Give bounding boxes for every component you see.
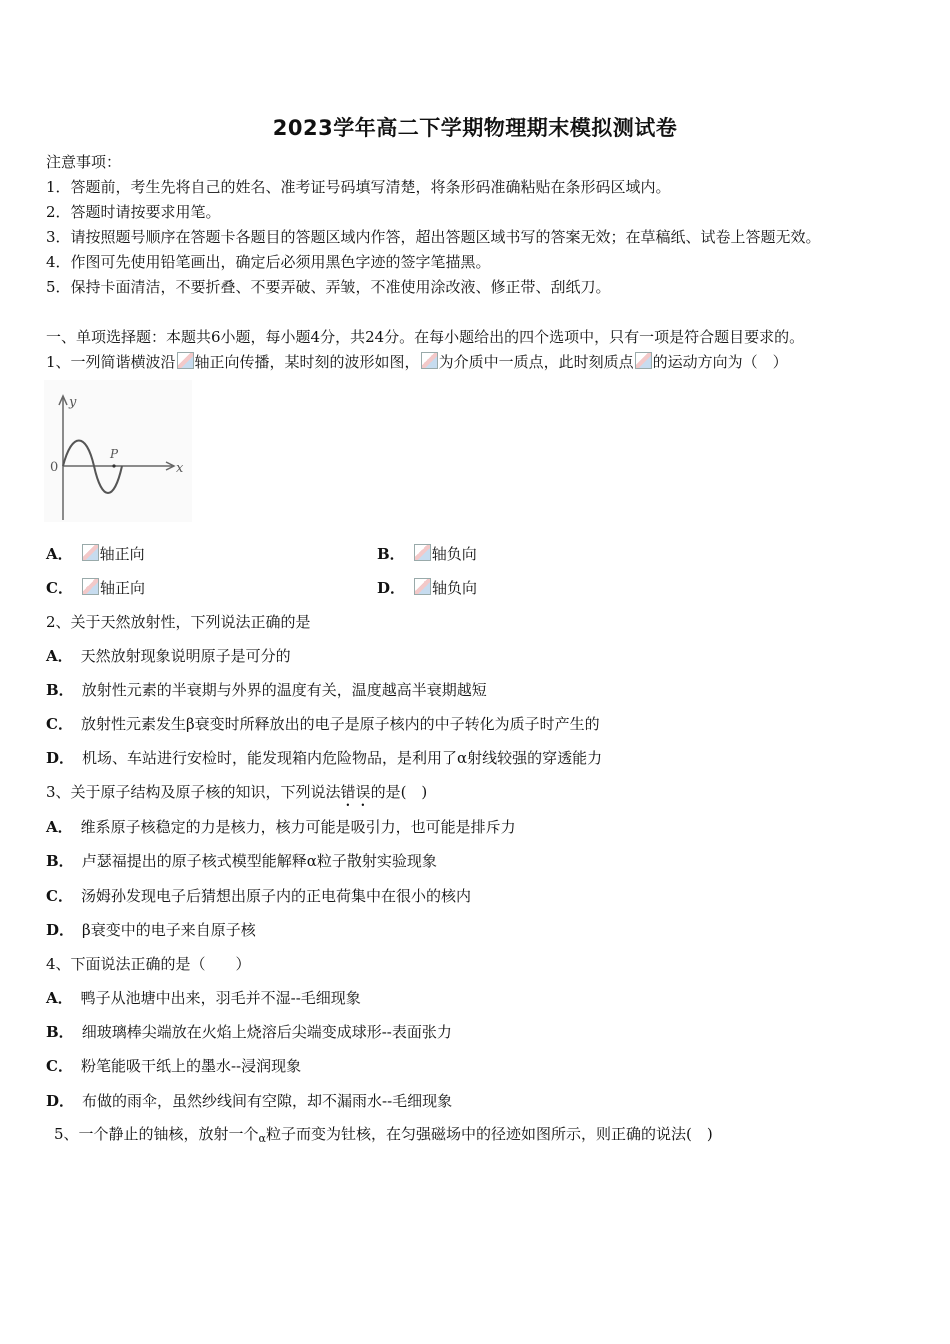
option-text: 轴正向 bbox=[99, 545, 145, 563]
question-4-stem: 4、下面说法正确的是（ ） bbox=[46, 955, 251, 973]
option-text: 放射性元素的半衰期与外界的温度有关，温度越高半衰期越短 bbox=[81, 681, 487, 699]
option-c[interactable] bbox=[46, 714, 600, 734]
point-label: P bbox=[110, 447, 119, 461]
option-text: 天然放射现象说明原子是可分的 bbox=[80, 647, 291, 665]
option-a[interactable] bbox=[46, 544, 145, 564]
notice-item: 4．作图可先使用铅笔画出，确定后必须用黑色字迹的签字笔描黑。 bbox=[46, 253, 491, 271]
q3-text: 的是( ) bbox=[370, 783, 428, 801]
notice-heading: 注意事项： bbox=[46, 153, 122, 171]
option-b[interactable] bbox=[46, 680, 487, 700]
q1-text: 为介质中一质点，此时刻质点 bbox=[438, 353, 634, 371]
option-text: 轴负向 bbox=[431, 545, 477, 563]
option-text: 布做的雨伞，虽然纱线间有空隙，却不漏雨水--毛细现象 bbox=[82, 1092, 453, 1110]
option-a[interactable] bbox=[46, 988, 361, 1008]
option-text: 放射性元素发生β衰变时所释放出的电子是原子核内的中子转化为质子时产生的 bbox=[80, 715, 600, 733]
option-letter: B． bbox=[46, 1023, 74, 1041]
option-c[interactable] bbox=[46, 578, 145, 598]
question-5-stem bbox=[54, 1124, 713, 1149]
option-text: 汤姆孙发现电子后猜想出原子内的正电荷集中在很小的核内 bbox=[80, 887, 471, 905]
y-label: y bbox=[69, 395, 77, 410]
q5-text: 5、一个静止的铀核，放射一个 bbox=[54, 1125, 259, 1143]
point-p bbox=[112, 464, 115, 467]
option-letter: C． bbox=[46, 579, 73, 597]
option-letter: D． bbox=[46, 749, 75, 767]
notice-item: 2．答题时请按要求用笔。 bbox=[46, 203, 221, 221]
formula-placeholder-icon bbox=[82, 578, 99, 595]
notice-item: 5．保持卡面清洁，不要折叠、不要弄破、弄皱，不准使用涂改液、修正带、刮纸刀。 bbox=[46, 278, 611, 296]
option-letter: D． bbox=[377, 579, 406, 597]
option-text: β衰变中的电子来自原子核 bbox=[82, 921, 256, 939]
option-b[interactable] bbox=[46, 851, 437, 871]
option-letter: D． bbox=[46, 1092, 75, 1110]
q3-emphasis: 错误 bbox=[340, 783, 371, 801]
option-b[interactable] bbox=[46, 1022, 452, 1042]
notice-item: 1．答题前，考生先将自己的姓名、准考证号码填写清楚，将条形码准确粘贴在条形码区域内。 bbox=[46, 178, 671, 196]
option-text: 卢瑟福提出的原子核式模型能解释α粒子散射实验现象 bbox=[81, 852, 437, 870]
alpha-symbol: α bbox=[258, 1132, 266, 1145]
formula-placeholder-icon bbox=[421, 352, 438, 369]
page-title: 2023学年高二下学期物理期末模拟测试卷 bbox=[272, 116, 678, 140]
q3-text: 3、关于原子结构及原子核的知识，下列说法 bbox=[46, 783, 341, 801]
option-text: 鸭子从池塘中出来，羽毛并不湿--毛细现象 bbox=[80, 989, 361, 1007]
option-text: 维系原子核稳定的力是核力，核力可能是吸引力，也可能是排斥力 bbox=[80, 818, 516, 836]
question-1-stem bbox=[46, 352, 788, 372]
origin-label: 0 bbox=[50, 460, 59, 475]
question-2-stem: 2、关于天然放射性，下列说法正确的是 bbox=[46, 613, 311, 631]
formula-placeholder-icon bbox=[414, 578, 431, 595]
option-text: 轴负向 bbox=[432, 579, 478, 597]
option-letter: C． bbox=[46, 715, 73, 733]
option-c[interactable] bbox=[46, 886, 471, 906]
option-d[interactable] bbox=[377, 578, 477, 598]
option-text: 粉笔能吸干纸上的墨水--浸润现象 bbox=[80, 1057, 302, 1075]
option-d[interactable] bbox=[46, 1091, 452, 1111]
q1-text: 的运动方向为（ ） bbox=[652, 353, 788, 371]
option-letter: A． bbox=[46, 989, 73, 1007]
option-text: 轴正向 bbox=[99, 579, 145, 597]
q5-text: 粒子而变为钍核，在匀强磁场中的径迹如图所示，则正确的说法( ) bbox=[265, 1125, 713, 1143]
option-d[interactable] bbox=[46, 748, 602, 768]
option-letter: A． bbox=[46, 545, 73, 563]
option-d[interactable] bbox=[46, 920, 256, 940]
formula-placeholder-icon bbox=[635, 352, 652, 369]
option-a[interactable] bbox=[46, 646, 291, 666]
formula-placeholder-icon bbox=[177, 352, 194, 369]
option-text: 细玻璃棒尖端放在火焰上烧溶后尖端变成球形--表面张力 bbox=[81, 1023, 452, 1041]
option-letter: C． bbox=[46, 1057, 73, 1075]
option-letter: A． bbox=[46, 647, 73, 665]
formula-placeholder-icon bbox=[82, 544, 99, 561]
option-a[interactable] bbox=[46, 817, 516, 837]
option-b[interactable] bbox=[377, 544, 477, 564]
option-letter: B． bbox=[377, 545, 405, 563]
x-label: x bbox=[176, 461, 184, 476]
section-heading: 一、单项选择题：本题共6小题，每小题4分，共24分。在每小题给出的四个选项中，只有一项是符合题目要求的。 bbox=[46, 328, 805, 346]
question-3-stem bbox=[46, 782, 427, 810]
option-letter: C． bbox=[46, 887, 73, 905]
q1-text: 1、一列简谐横波沿 bbox=[46, 353, 176, 371]
option-letter: D． bbox=[46, 921, 75, 939]
option-letter: A． bbox=[46, 818, 73, 836]
notice-item: 3．请按照题号顺序在答题卡各题目的答题区域内作答，超出答题区域书写的答案无效；在草稿纸、试卷上答题无效。 bbox=[46, 228, 821, 246]
option-c[interactable] bbox=[46, 1056, 301, 1076]
option-text: 机场、车站进行安检时，能发现箱内危险物品，是利用了α射线较强的穿透能力 bbox=[82, 749, 603, 767]
option-letter: B． bbox=[46, 852, 74, 870]
wave-graph bbox=[44, 380, 192, 522]
option-letter: B． bbox=[46, 681, 74, 699]
q1-text: 轴正向传播，某时刻的波形如图， bbox=[194, 353, 420, 371]
formula-placeholder-icon bbox=[414, 544, 431, 561]
